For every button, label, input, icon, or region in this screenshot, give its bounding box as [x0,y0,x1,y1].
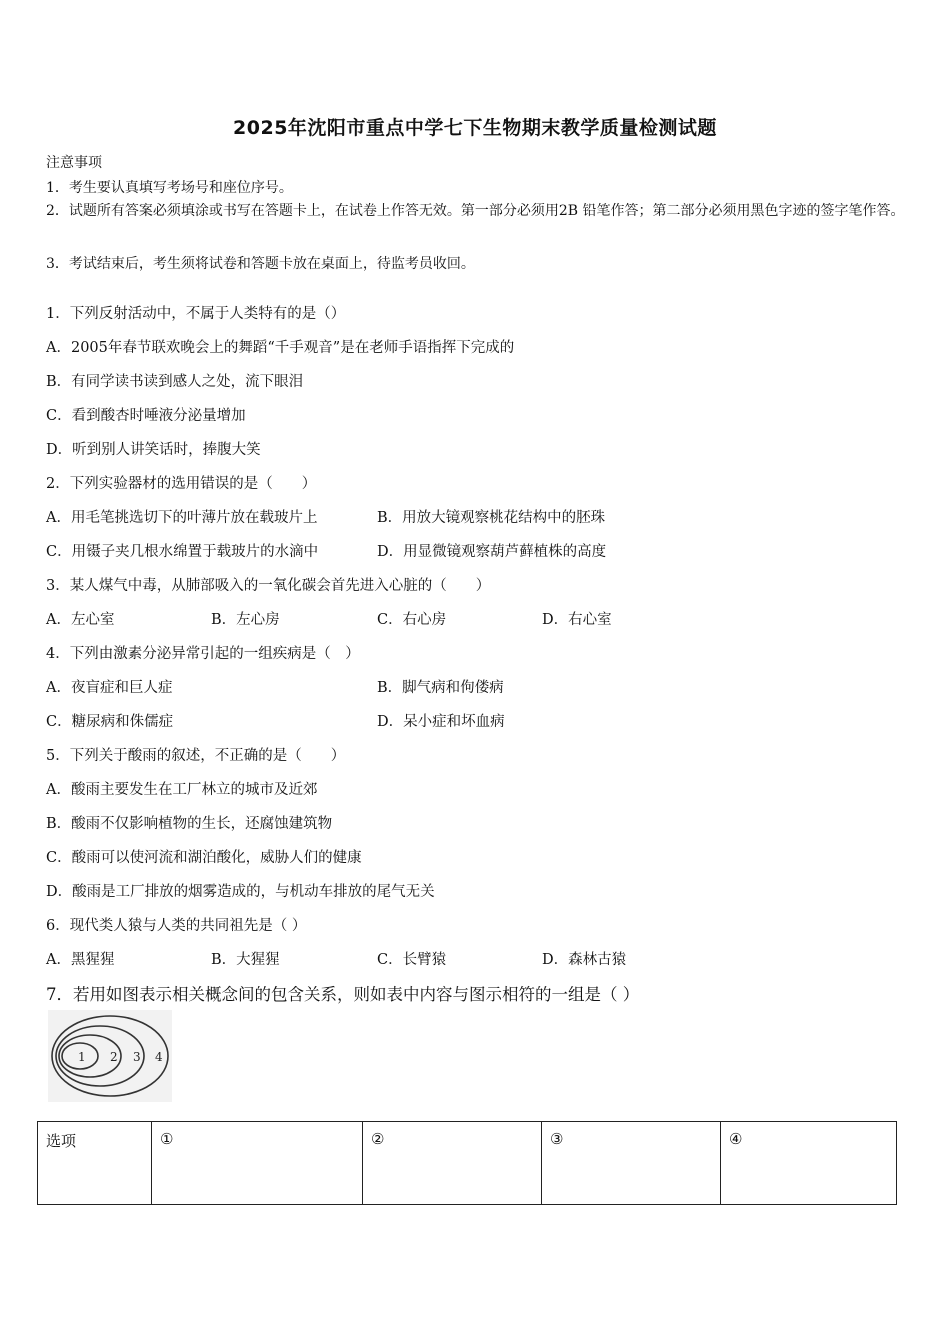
question-stem-3: 3．某人煤气中毒，从肺部吸入的一氧化碳会首先进入心脏的（ ） [46,578,491,594]
option: A．酸雨主要发生在工厂林立的城市及近郊 [46,782,318,798]
table-header-cell: ④ [721,1122,897,1205]
table-header-cell: ③ [542,1122,721,1205]
option: A．2005年春节联欢晚会上的舞蹈“千手观音”是在老师手语指挥下完成的 [46,340,515,356]
option: D．听到别人讲笑话时，捧腹大笑 [46,442,261,458]
table-header-cell: ① [152,1122,363,1205]
question-stem-5: 5．下列关于酸雨的叙述，不正确的是（ ） [46,748,346,764]
question-stem-2: 2．下列实验器材的选用错误的是（ ） [46,476,317,492]
nested-circles-diagram [48,1010,172,1102]
option: D．右心室 [542,612,612,628]
question-stem-7: 7．若用如图表示相关概念间的包含关系，则如表中内容与图示相符的一组是（ ） [46,985,640,1004]
option: B．脚气病和佝偻病 [377,680,504,696]
option: B．大猩猩 [211,952,280,968]
option: A．夜盲症和巨人症 [46,680,173,696]
diagram-label: 4 [155,1050,163,1064]
table-header-cell: ② [363,1122,542,1205]
question-stem-1: 1．下列反射活动中，不属于人类特有的是（） [46,306,346,322]
option: C．用镊子夹几根水绵置于载玻片的水滴中 [46,544,319,560]
option: B．左心房 [211,612,280,628]
notice-item: 1．考生要认真填写考场号和座位序号。 [46,180,293,196]
diagram-label: 3 [133,1050,141,1064]
notice-item: 3．考试结束后，考生须将试卷和答题卡放在桌面上，待监考员收回。 [46,256,475,272]
diagram-label: 2 [110,1050,118,1064]
table-row [38,1122,897,1205]
question-stem-6: 6．现代类人猿与人类的共同祖先是（ ） [46,918,307,934]
option: A．用毛笔挑选切下的叶薄片放在载玻片上 [46,510,318,526]
option: D．呆小症和坏血病 [377,714,505,730]
notice-item: 2．试题所有答案必须填涂或书写在答题卡上，在试卷上作答无效。第一部分必须用2B 铅笔作答；第二部分必须用黑色字迹的签字笔作答。 [46,203,905,219]
option: B．酸雨不仅影响植物的生长，还腐蚀建筑物 [46,816,333,832]
option: B．有同学读书读到感人之处，流下眼泪 [46,374,304,390]
option: C．糖尿病和侏儒症 [46,714,174,730]
option: A．黑猩猩 [46,952,115,968]
notice-heading: 注意事项 [46,155,102,171]
option: D．用显微镜观察葫芦藓植株的高度 [377,544,607,560]
option: D．森林古猿 [542,952,627,968]
option: A．左心室 [46,612,115,628]
option: C．长臂猿 [377,952,447,968]
option: C．右心房 [377,612,447,628]
answer-table [37,1121,897,1205]
question-stem-4: 4．下列由激素分泌异常引起的一组疾病是（ ） [46,646,360,662]
option: B．用放大镜观察桃花结构中的胚珠 [377,510,606,526]
page-title: 2025年沈阳市重点中学七下生物期末教学质量检测试题 [233,117,717,139]
option: C．酸雨可以使河流和湖泊酸化，威胁人们的健康 [46,850,362,866]
diagram-label: 1 [78,1050,86,1064]
table-header-cell: 选项 [38,1122,152,1205]
option: C．看到酸杏时唾液分泌量增加 [46,408,246,424]
option: D．酸雨是工厂排放的烟雾造成的，与机动车排放的尾气无关 [46,884,435,900]
